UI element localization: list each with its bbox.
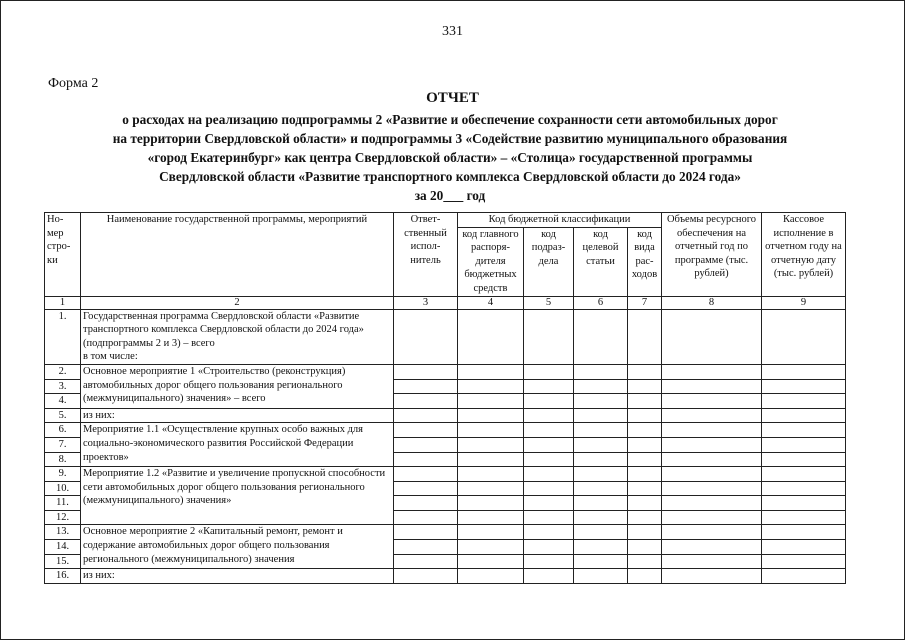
row-number: 8. [45, 452, 81, 467]
empty-cell [574, 394, 628, 409]
header-code-admin: код главного распоря-дителя бюджетных средств [458, 227, 524, 296]
empty-cell [574, 408, 628, 423]
empty-cell [628, 437, 662, 452]
subtitle-line: Свердловской области «Развитие транспортного комплекса Свердловской области до 2024 года» [159, 169, 741, 184]
table-row [45, 364, 846, 379]
header-budget-code: Код бюджетной классификации [458, 213, 662, 228]
empty-cell [458, 309, 524, 364]
row-name: Мероприятие 1.1 «Осуществление крупных особо важных для социально-экономического развития Российской Федерации проектов» [81, 423, 394, 467]
row-number: 16. [45, 569, 81, 584]
empty-cell [574, 481, 628, 496]
column-number: 4 [458, 296, 524, 309]
empty-cell [524, 364, 574, 379]
empty-cell [762, 540, 846, 555]
column-number: 3 [394, 296, 458, 309]
empty-cell [574, 496, 628, 511]
row-number: 11. [45, 496, 81, 511]
empty-cell [662, 569, 762, 584]
empty-cell [662, 496, 762, 511]
empty-cell [762, 452, 846, 467]
form-label: Форма 2 [48, 76, 99, 91]
column-number: 7 [628, 296, 662, 309]
empty-cell [628, 569, 662, 584]
empty-cell [762, 481, 846, 496]
empty-cell [524, 510, 574, 525]
empty-cell [762, 379, 846, 394]
empty-cell [458, 540, 524, 555]
empty-cell [662, 379, 762, 394]
empty-cell [662, 309, 762, 364]
empty-cell [628, 423, 662, 438]
row-name: из них: [81, 408, 394, 423]
column-number: 6 [574, 296, 628, 309]
row-number: 6. [45, 423, 81, 438]
empty-cell [762, 496, 846, 511]
empty-cell [762, 569, 846, 584]
row-number: 3. [45, 379, 81, 394]
empty-cell [762, 309, 846, 364]
table-row [45, 423, 846, 438]
empty-cell [524, 496, 574, 511]
empty-cell [458, 510, 524, 525]
header-volume: Объемы ресурсного обеспечения на отчетный год по программе (тыс. рублей) [662, 213, 762, 297]
table-row [45, 309, 846, 364]
empty-cell [458, 481, 524, 496]
empty-cell [662, 408, 762, 423]
empty-cell [524, 452, 574, 467]
row-number: 7. [45, 437, 81, 452]
empty-cell [524, 554, 574, 569]
empty-cell [574, 423, 628, 438]
row-number: 10. [45, 481, 81, 496]
report-subtitle [40, 110, 860, 205]
empty-cell [394, 525, 458, 540]
table-row [45, 467, 846, 482]
column-number: 2 [81, 296, 394, 309]
empty-cell [458, 408, 524, 423]
empty-cell [458, 423, 524, 438]
empty-cell [524, 481, 574, 496]
empty-cell [524, 379, 574, 394]
empty-cell [574, 510, 628, 525]
empty-cell [574, 437, 628, 452]
empty-cell [574, 554, 628, 569]
empty-cell [662, 364, 762, 379]
empty-cell [628, 510, 662, 525]
empty-cell [762, 525, 846, 540]
empty-cell [628, 554, 662, 569]
empty-cell [394, 510, 458, 525]
row-number: 12. [45, 510, 81, 525]
row-number: 13. [45, 525, 81, 540]
empty-cell [458, 437, 524, 452]
header-row-number: Но-мер стро-ки [45, 213, 81, 297]
table-body [45, 309, 846, 583]
empty-cell [458, 452, 524, 467]
empty-cell [762, 364, 846, 379]
empty-cell [394, 496, 458, 511]
empty-cell [762, 423, 846, 438]
row-name: Основное мероприятие 1 «Строительство (реконструкция) автомобильных дорог общего пользования регионального (межмуниципального) значения» – всего [81, 364, 394, 408]
empty-cell [524, 408, 574, 423]
empty-cell [524, 467, 574, 482]
empty-cell [574, 540, 628, 555]
row-number: 5. [45, 408, 81, 423]
column-number: 5 [524, 296, 574, 309]
empty-cell [762, 394, 846, 409]
empty-cell [524, 423, 574, 438]
report-title: ОТЧЕТ [426, 90, 479, 106]
empty-cell [524, 569, 574, 584]
row-name: из них: [81, 569, 394, 584]
empty-cell [628, 467, 662, 482]
empty-cell [628, 452, 662, 467]
row-number: 15. [45, 554, 81, 569]
empty-cell [628, 525, 662, 540]
empty-cell [574, 364, 628, 379]
empty-cell [458, 525, 524, 540]
empty-cell [574, 452, 628, 467]
empty-cell [628, 379, 662, 394]
empty-cell [662, 525, 762, 540]
empty-cell [762, 510, 846, 525]
empty-cell [628, 394, 662, 409]
header-cash: Кассовое исполнение в отчетном году на отчетную дату (тыс. рублей) [762, 213, 846, 297]
row-number: 2. [45, 364, 81, 379]
empty-cell [394, 569, 458, 584]
empty-cell [524, 525, 574, 540]
table-row [45, 525, 846, 540]
empty-cell [394, 554, 458, 569]
empty-cell [628, 540, 662, 555]
empty-cell [524, 309, 574, 364]
empty-cell [662, 467, 762, 482]
row-name: Мероприятие 1.2 «Развитие и увеличение пропускной способности сети автомобильных дорог общего пользования регионального (межмуниципального) значения» [81, 467, 394, 525]
empty-cell [458, 554, 524, 569]
report-table [44, 212, 846, 584]
empty-cell [762, 408, 846, 423]
empty-cell [662, 394, 762, 409]
empty-cell [394, 540, 458, 555]
empty-cell [524, 540, 574, 555]
empty-cell [458, 496, 524, 511]
column-number: 1 [45, 296, 81, 309]
empty-cell [628, 496, 662, 511]
row-number: 9. [45, 467, 81, 482]
empty-cell [574, 467, 628, 482]
empty-cell [574, 379, 628, 394]
empty-cell [394, 394, 458, 409]
table-row [45, 569, 846, 584]
subtitle-line: за 20___ год [414, 188, 486, 203]
page-number: 331 [442, 24, 463, 39]
subtitle-line: о расходах на реализацию подпрограммы 2 «Развитие и обеспечение сохранности сети автомобильных дорог [122, 112, 778, 127]
row-number: 4. [45, 394, 81, 409]
empty-cell [762, 437, 846, 452]
header-executor: Ответ-ственный испол-нитель [394, 213, 458, 297]
column-number: 8 [662, 296, 762, 309]
empty-cell [762, 554, 846, 569]
header-code-target: код целевой статьи [574, 227, 628, 296]
empty-cell [524, 437, 574, 452]
header-code-expense: код вида рас-ходов [628, 227, 662, 296]
empty-cell [662, 423, 762, 438]
empty-cell [662, 540, 762, 555]
column-number: 9 [762, 296, 846, 309]
empty-cell [458, 467, 524, 482]
empty-cell [662, 481, 762, 496]
row-number: 1. [45, 309, 81, 364]
empty-cell [574, 309, 628, 364]
empty-cell [394, 364, 458, 379]
empty-cell [628, 309, 662, 364]
row-name: Государственная программа Свердловской области «Развитие транспортного комплекса Свердловской области до 2024 года» (подпрограммы 2 и 3) – всего в том числе: [81, 309, 394, 364]
empty-cell [662, 452, 762, 467]
empty-cell [458, 569, 524, 584]
empty-cell [458, 364, 524, 379]
subtitle-line: «город Екатеринбург» как центра Свердловской области» – «Столица» государственной программы [147, 150, 753, 165]
empty-cell [394, 481, 458, 496]
empty-cell [628, 408, 662, 423]
empty-cell [394, 423, 458, 438]
empty-cell [762, 467, 846, 482]
empty-cell [574, 569, 628, 584]
empty-cell [394, 379, 458, 394]
empty-cell [662, 554, 762, 569]
table-row [45, 408, 846, 423]
empty-cell [662, 510, 762, 525]
empty-cell [394, 437, 458, 452]
empty-cell [394, 467, 458, 482]
header-code-section: код подраз-дела [524, 227, 574, 296]
empty-cell [628, 364, 662, 379]
empty-cell [394, 408, 458, 423]
empty-cell [574, 525, 628, 540]
empty-cell [662, 437, 762, 452]
empty-cell [458, 394, 524, 409]
row-number: 14. [45, 540, 81, 555]
empty-cell [524, 394, 574, 409]
empty-cell [628, 481, 662, 496]
empty-cell [458, 379, 524, 394]
row-name: Основное мероприятие 2 «Капитальный ремонт, ремонт и содержание автомобильных дорог общего пользования регионального (межмуниципального) значения [81, 525, 394, 569]
header-name: Наименование государственной программы, мероприятий [81, 213, 394, 297]
empty-cell [394, 452, 458, 467]
empty-cell [394, 309, 458, 364]
subtitle-line: на территории Свердловской области» и подпрограммы 3 «Содействие развитию муниципального образования [112, 131, 788, 146]
